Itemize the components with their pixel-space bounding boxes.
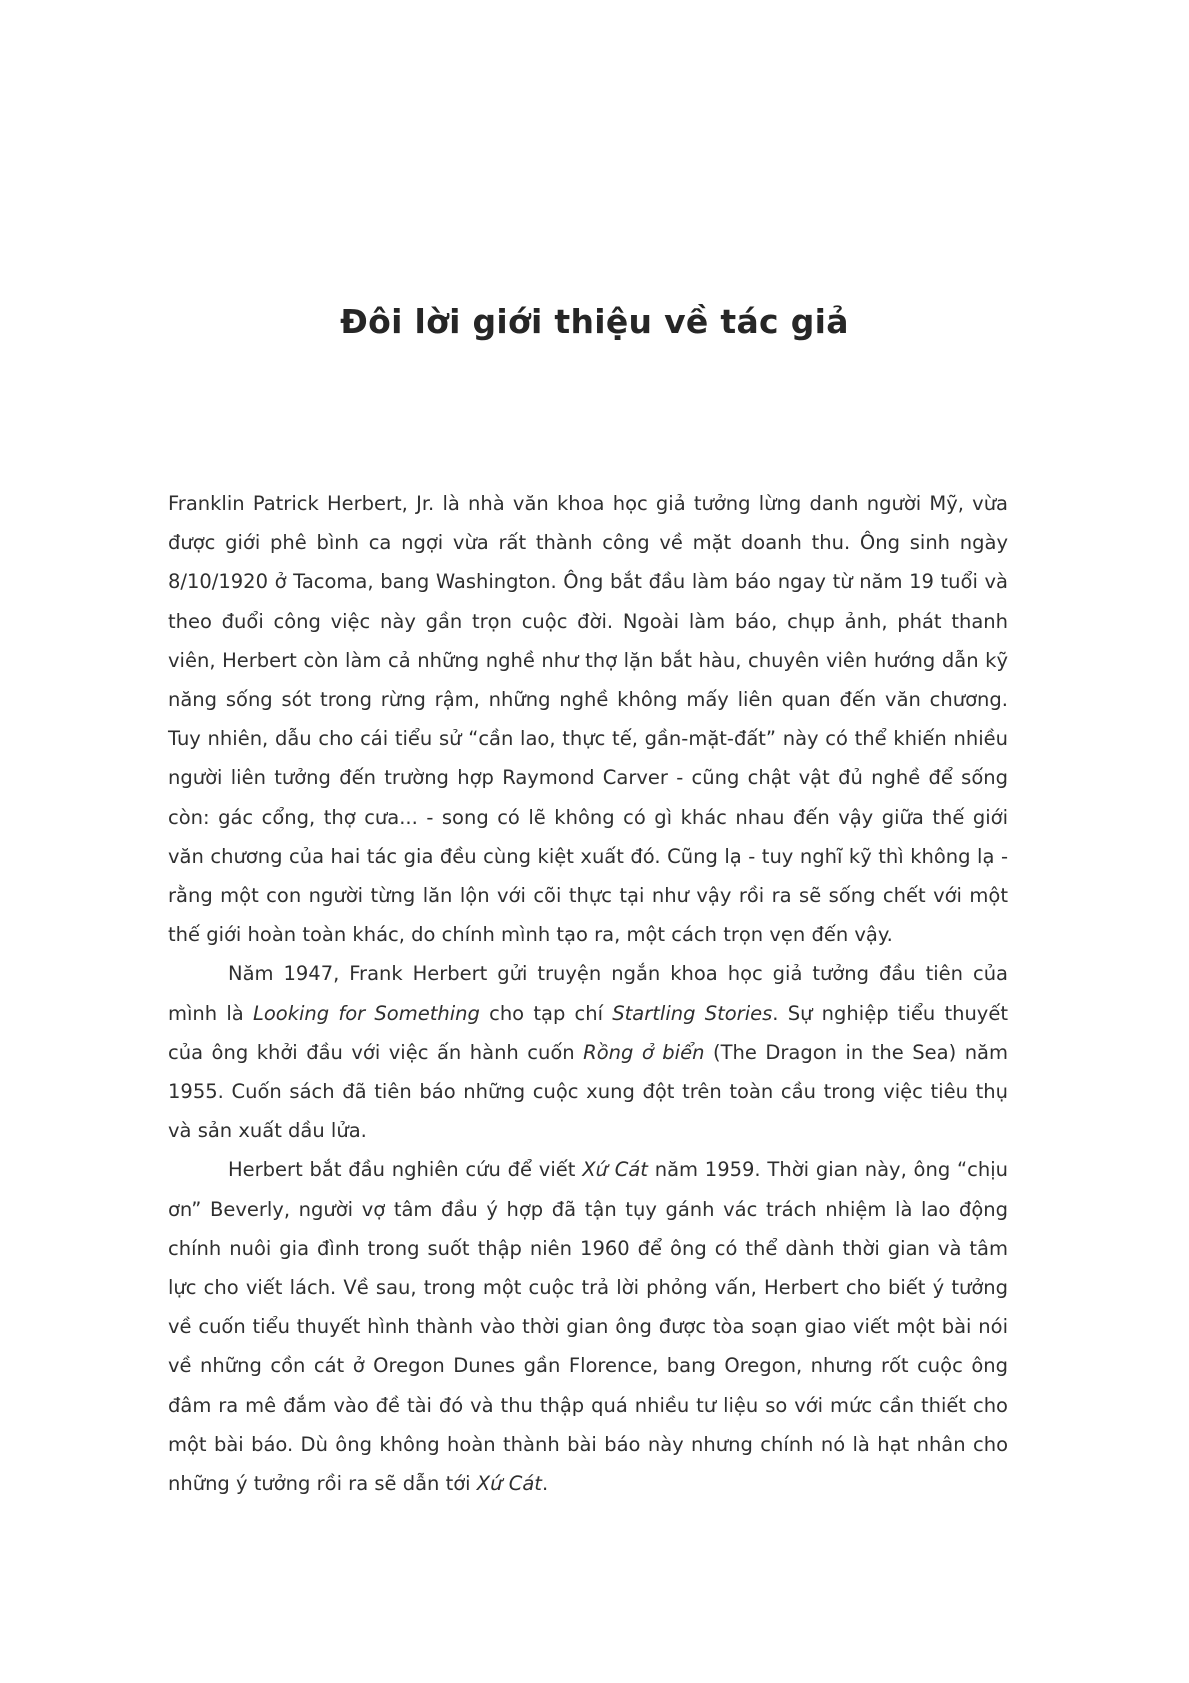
paragraph-1: Franklin Patrick Herbert, Jr. là nhà văn khoa học giả tưởng lừng danh người Mỹ, vừa được giới phê bình ca ngợi vừa rất thành công về mặt doanh thu. Ông sinh ngày 8/10/1920 ở Tacoma, bang Washington. Ông bắt đầu làm báo ngay từ năm 19 tuổi và theo đuổi công việc này gần trọn cuộc đời. Ngoài làm báo, chụp ảnh, phát thanh viên, Herbert còn làm cả những nghề như thợ lặn bắt hàu, chuyên viên hướng dẫn kỹ năng sống sót trong rừng rậm, những nghề không mấy liên quan đến văn chương. Tuy nhiên, dẫu cho cái tiểu sử “cần lao, thực tế, gần-mặt-đất” này có thể khiến nhiều người liên tưởng đến trường hợp Raymond Carver - cũng chật vật đủ nghề để sống còn: gác cổng, thợ cưa... - song có lẽ không có gì khác nhau đến vậy giữa thế giới văn chương của hai tác gia đều cùng kiệt xuất đó. Cũng lạ - tuy nghĩ kỹ thì không lạ - rằng một con người từng lăn lộn với cõi thực tại như vậy rồi ra sẽ sống chết với một thế giới hoàn toàn khác, do chính mình tạo ra, một cách trọn vẹn đến vậy. [168, 492, 1008, 947]
paragraph-3-text: . [541, 1472, 549, 1496]
paragraph-2-text: . Sự nghiệp tiểu thuyết của ông khởi đầu với việc ấn hành cuốn [168, 1001, 1008, 1064]
body-text [168, 484, 1008, 1503]
paragraph-2 [168, 954, 1008, 1150]
page-title: Đôi lời giới thiệu về tác giả [340, 302, 849, 341]
paragraph-2-text: Năm 1947, Frank Herbert gửi truyện ngắn khoa học giả tưởng đầu tiên của mình là [168, 962, 1008, 1025]
title-rong-o-bien: Rồng ở biển [583, 1040, 705, 1064]
paragraph-3-text: Herbert bắt đầu nghiên cứu để viết [228, 1158, 583, 1182]
title-xu-cat: Xứ Cát [476, 1472, 542, 1496]
title-startling-stories: Startling Stories [612, 1001, 773, 1025]
paragraph-3-text: năm 1959. Thời gian này, ông “chịu ơn” Beverly, người vợ tâm đầu ý hợp đã tận tụy gánh vác trách nhiệm là lao động chính nuôi gia đình trong suốt thập niên 1960 để ông có thể dành thời gian và tâm lực cho viết lách. Về sau, trong một cuộc trả lời phỏng vấn, Herbert cho biết ý tưởng về cuốn tiểu thuyết hình thành vào thời gian ông được tòa soạn giao viết một bài nói về những cồn cát ở Oregon Dunes gần Florence, bang Oregon, nhưng rốt cuộc ông đâm ra mê đắm vào đề tài đó và thu thập quá nhiều tư liệu so với mức cần thiết cho một bài báo. Dù ông không hoàn thành bài báo này nhưng chính nó là hạt nhân cho những ý tưởng rồi ra sẽ dẫn tới [168, 1158, 1008, 1496]
title-looking-for-something: Looking for Something [252, 1001, 480, 1025]
title-xu-cat: Xứ Cát [582, 1158, 648, 1182]
paragraph-2-text: (The Dragon in the Sea) năm 1955. Cuốn sách đã tiên báo những cuộc xung đột trên toàn cầu trong việc tiêu thụ và sản xuất dầu lửa. [168, 1040, 1009, 1143]
paragraph-2-text: cho tạp chí [479, 1001, 613, 1025]
paragraph-3 [168, 1150, 1008, 1503]
